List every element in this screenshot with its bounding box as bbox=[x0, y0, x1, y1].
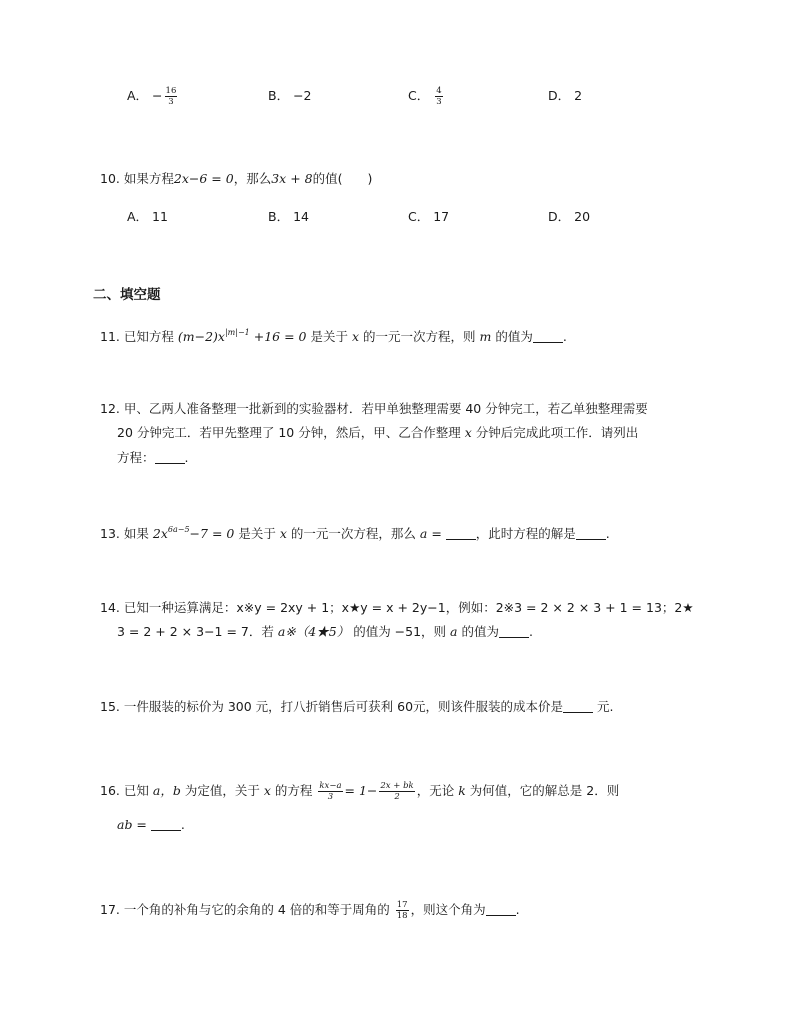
q9-option-a: A． − $\frac{16}{3}$ bbox=[127, 86, 177, 107]
question-16-line-1: 16. 已知 a，b 为定值，关于 x 的方程 $\frac{kx-a}{3}$ = 1− $\frac{2x + bk}{2}$ ，无论 k 为何值，它的解总是 2．则 bbox=[100, 781, 620, 802]
question-12-line-1: 12. 甲、乙两人准备整理一批新到的实验器材．若甲单独整理需要 40 分钟完工，若乙单独整理需要 bbox=[100, 401, 648, 416]
question-12-line-3: 方程： . bbox=[117, 450, 189, 465]
question-16-line-2: ab = . bbox=[117, 817, 185, 832]
q10-option-c: C． 17 bbox=[408, 209, 450, 224]
question-12-line-2: 20 分钟完工．若甲先整理了 10 分钟，然后，甲、乙合作整理 x 分钟后完成此项工作．请列出 bbox=[117, 425, 639, 440]
section-title-fill-in: 二、填空题 bbox=[93, 287, 161, 303]
question-14-line-1: 14. 已知一种运算满足：x※y = 2xy + 1；x★y = x + 2y−1，例如：2※3 = 2 × 2 × 3 + 1 = 13；2★ bbox=[100, 600, 694, 615]
answer-blank[interactable] bbox=[486, 903, 516, 916]
question-11: 11. 已知方程 $(m-2)x^{|m|-1} +16 = 0$ 是关于 x 的一元一次方程，则 m 的值为 . bbox=[100, 328, 567, 344]
question-13: 13. 如果 $2x^{6a-5}-7 = 0$ 是关于 x 的一元一次方程，那么 a = ，此时方程的解是 . bbox=[100, 525, 610, 541]
q10-option-a: A． 11 bbox=[127, 209, 168, 224]
q9-option-c: C． $\frac{4}{3}$ bbox=[408, 86, 442, 107]
answer-blank[interactable] bbox=[533, 330, 563, 343]
answer-blank[interactable] bbox=[155, 451, 185, 464]
q9-option-d: D． 2 bbox=[548, 88, 583, 103]
question-17: 17. 一个角的补角与它的余角的 4 倍的和等于周角的 $\frac{17}{18}$ ，则这个角为 . bbox=[100, 900, 520, 921]
question-10: 10. 如果方程2x−6 = 0，那么3x + 8的值( ) bbox=[100, 171, 373, 186]
answer-blank[interactable] bbox=[499, 625, 529, 638]
answer-blank[interactable] bbox=[446, 527, 476, 540]
answer-blank[interactable] bbox=[576, 527, 606, 540]
question-15: 15. 一件服装的标价为 300 元，打八折销售后可获利 60元，则该件服装的成本价是 元. bbox=[100, 699, 614, 714]
q10-option-b: B． 14 bbox=[268, 209, 309, 224]
answer-blank[interactable] bbox=[151, 818, 181, 831]
q10-option-d: D． 20 bbox=[548, 209, 591, 224]
answer-blank[interactable] bbox=[563, 700, 593, 713]
question-14-line-2: 3 = 2 + 2 × 3−1 = 7．若 a※（4★5） 的值为 −51，则 a 的值为 . bbox=[117, 624, 533, 639]
q9-option-b: B． −2 bbox=[268, 88, 312, 103]
